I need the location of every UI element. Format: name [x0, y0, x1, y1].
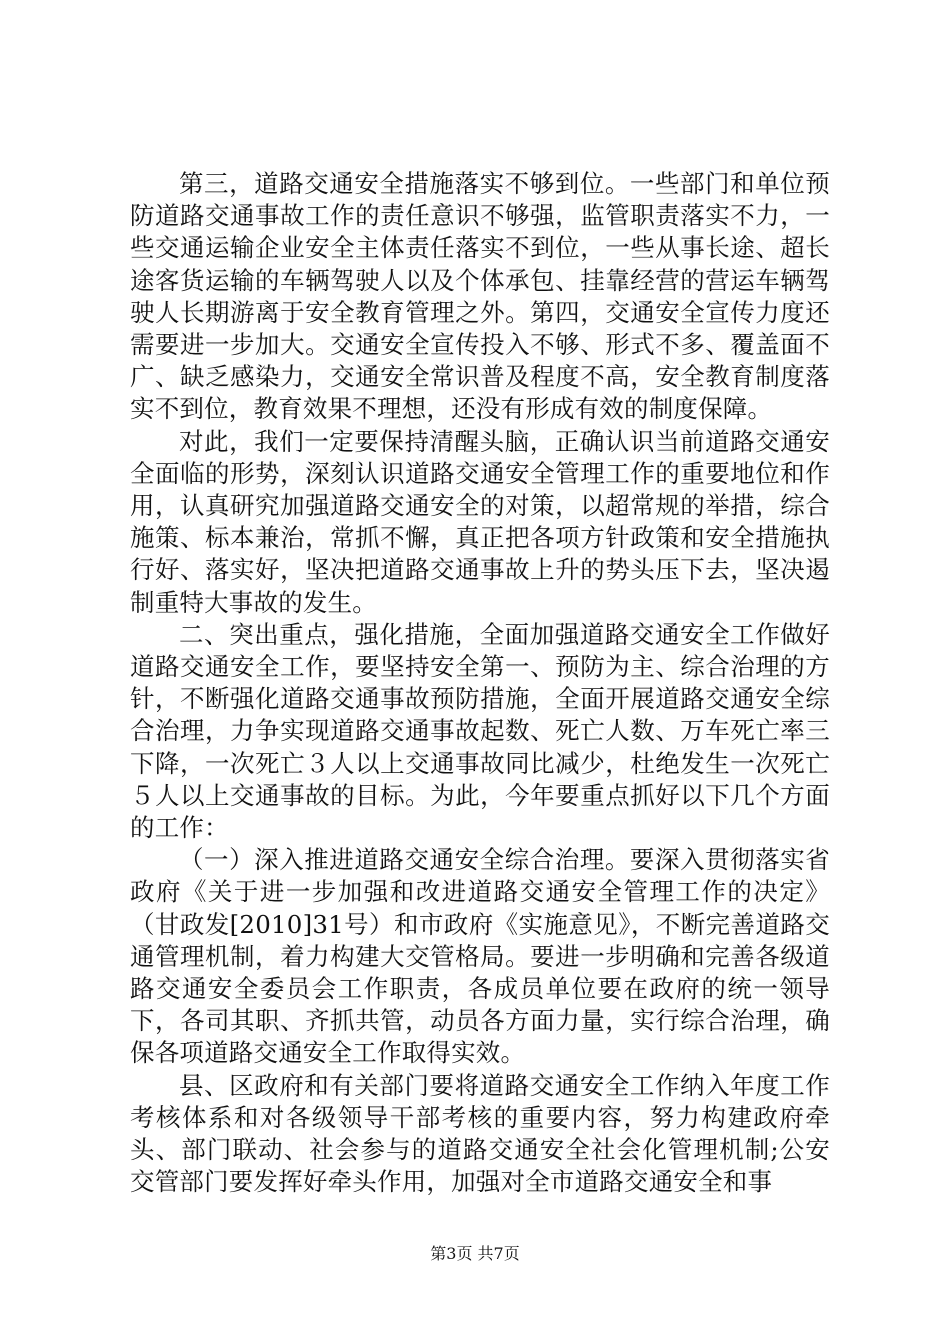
document-body — [130, 168, 830, 1199]
paragraph-2: 对此，我们一定要保持清醒头脑，正确认识当前道路交通安全面临的形势，深刻认识道路交通安全管理工作的重要地位和作用，认真研究加强道路交通安全的对策，以超常规的举措，综合施策、标本兼治，常抓不懈，真正把各项方针政策和安全措施执行好、落实好，坚决把道路交通事故上升的势头压下去，坚决遏制重特大事故的发生。 — [130, 426, 830, 617]
page-number-footer: 第3页 共7页 — [430, 1244, 520, 1263]
paragraph-5: 县、区政府和有关部门要将道路交通安全工作纳入年度工作考核体系和对各级领导干部考核的重要内容，努力构建政府牵头、部门联动、社会参与的道路交通安全社会化管理机制;公安交管部门要发挥好牵头作用，加强对全市道路交通安全和事 — [130, 1070, 830, 1197]
paragraph-3: 二、突出重点，强化措施，全面加强道路交通安全工作做好道路交通安全工作，要坚持安全第一、预防为主、综合治理的方针，不断强化道路交通事故预防措施，全面开展道路交通安全综合治理，力争实现道路交通事故起数、死亡人数、万车死亡率三下降，一次死亡３人以上交通事故同比减少，杜绝发生一次死亡５人以上交通事故的目标。为此，今年要重点抓好以下几个方面的工作： — [130, 619, 830, 843]
paragraph-1: 第三，道路交通安全措施落实不够到位。一些部门和单位预防道路交通事故工作的责任意识不够强，监管职责落实不力，一些交通运输企业安全主体责任落实不到位，一些从事长途、超长途客货运输的车辆驾驶人以及个体承包、挂靠经营的营运车辆驾驶人长期游离于安全教育管理之外。第四，交通安全宣传力度还需要进一步加大。交通安全宣传投入不够、形式不多、覆盖面不广、缺乏感染力，交通安全常识普及程度不高，安全教育制度落实不到位，教育效果不理想，还没有形成有效的制度保障。 — [130, 169, 830, 424]
paragraph-4: （一）深入推进道路交通安全综合治理。要深入贯彻落实省政府《关于进一步加强和改进道路交通安全管理工作的决定》（甘政发[2010]31号）和市政府《实施意见》，不断完善道路交通管理机制，着力构建大交管格局。要进一步明确和完善各级道路交通安全委员会工作职责，各成员单位要在政府的统一领导下，各司其职、齐抓共管，动员各方面力量，实行综合治理，确保各项道路交通安全工作取得实效。 — [130, 845, 830, 1068]
